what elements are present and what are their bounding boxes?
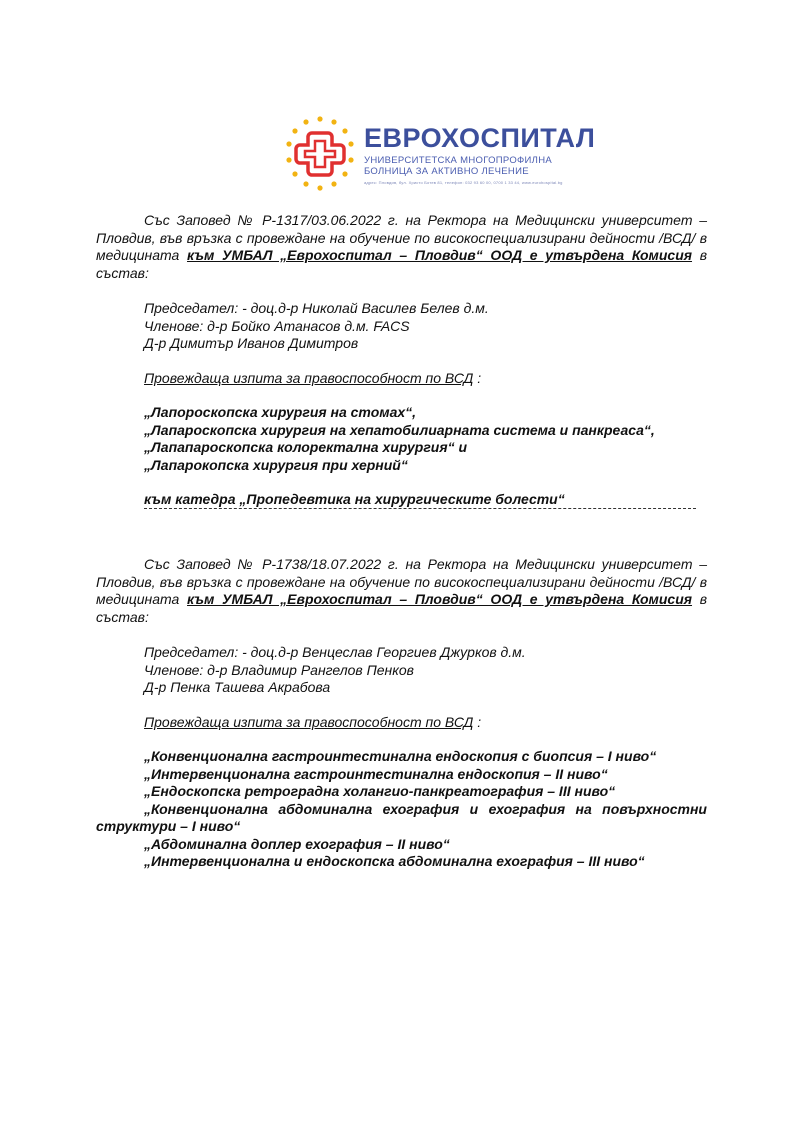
activity-item: „Конвенционална абдоминална ехография и ехография на повърхностни структури – I ниво“ [96,800,707,834]
hospital-logo [284,115,596,195]
section-2 [96,556,707,871]
section-2-committee [96,644,707,697]
activity-item: „Интервенционална гастроинтестинална ендоскопия – II ниво“ [144,765,608,782]
section-1-intro-bold: към УМБАЛ „Еврохоспитал – Пловдив“ ООД е утвърдена Комисия [187,247,693,263]
section-1-chairman: Председател: - доц.д-р Николай Василев Белев д.м. [144,300,489,316]
section-2-activities [96,748,707,871]
section-2-intro-end: в състав: [96,591,708,625]
brand-subtitle-line2: БОЛНИЦА ЗА АКТИВНО ЛЕЧЕНИЕ [364,166,529,177]
section-1-intro [96,212,707,282]
section-1-exam-heading [96,370,707,388]
section-1-department: към катедра „Пропедевтика на хирургическите болести“ [144,491,565,507]
section-1-member: Д-р Димитър Иванов Димитров [144,335,359,351]
section-2-exam-heading-text: Провеждаща изпита за правоспособност по ВСД [144,713,474,730]
activity-item: „Лапарокопска хирургия при херний“ [144,456,408,473]
activity-item: „Интервенционална и ендоскопска абдоминална ехография – III ниво“ [144,853,645,869]
section-2-intro [96,556,707,626]
brand-name: ЕВРОХОСПИТАЛ [364,123,596,153]
activity-item: „Лапороскопска хирургия на стомах“, [144,404,417,420]
section-separator [144,508,696,509]
activity-item: „Конвенционална гастроинтестинална ендоскопия с биопсия – I ниво“ [144,748,657,764]
section-1-exam-heading-text: Провеждаща изпита за правоспособност по ВСД [144,369,474,386]
section-1-committee [96,300,707,353]
activity-item: „Абдоминална доплер ехография – II ниво“ [144,835,450,852]
section-2-member: Членове: д-р Владимир Рангелов Пенков [144,661,414,678]
section-1-intro-end: в състав: [96,247,708,281]
section-1-member: Членове: д-р Бойко Атанасов д.м. FACS [144,317,410,334]
section-2-chairman: Председател: - доц.д-р Венцеслав Георгиев Джурков д.м. [144,644,526,660]
section-2-exam-heading-colon: : [473,713,482,730]
section-1 [96,212,707,509]
section-2-member: Д-р Пенка Ташева Акрабова [144,679,331,695]
section-1-activities [96,404,707,474]
section-1-exam-heading-colon: : [473,369,482,386]
brand-subtitle-line1: УНИВЕРСИТЕТСКА МНОГОПРОФИЛНА [364,155,553,166]
section-2-intro-bold: към УМБАЛ „Еврохоспитал – Пловдив“ ООД е утвърдена Комисия [187,591,693,607]
section-1-intro-text: Със Заповед № Р-1317/03.06.2022 г. на Ректора на Медицински университет – Пловдив, във връзка с провеждане на обучение по високоспециализирани дейности /ВСД/ в медицината [96,212,707,263]
activity-item: „Лапароскопска хирургия на хепатобилиарната система и панкреаса“, [144,421,655,438]
brand-contact: адрес: Пловдив, бул. Христо Ботев 81, телефон: 032 93 60 00, 0700 1 33 44, www.eurohospital.bg [364,180,563,185]
activity-item: „Ендоскопска ретроградна холангио-панкреатография – III ниво“ [144,783,616,799]
section-2-intro-text: Със Заповед № Р-1738/18.07.2022 г. на Ректора на Медицински университет – Пловдив, във връзка с провеждане на обучение по високоспециализирани дейности /ВСД/ в медицината [96,556,707,607]
section-2-exam-heading [96,714,707,732]
activity-item: „Лапапароскопска колоректална хирургия“ и [144,439,468,455]
cross-logo-icon [284,115,356,193]
brand-subtitle [364,155,552,177]
